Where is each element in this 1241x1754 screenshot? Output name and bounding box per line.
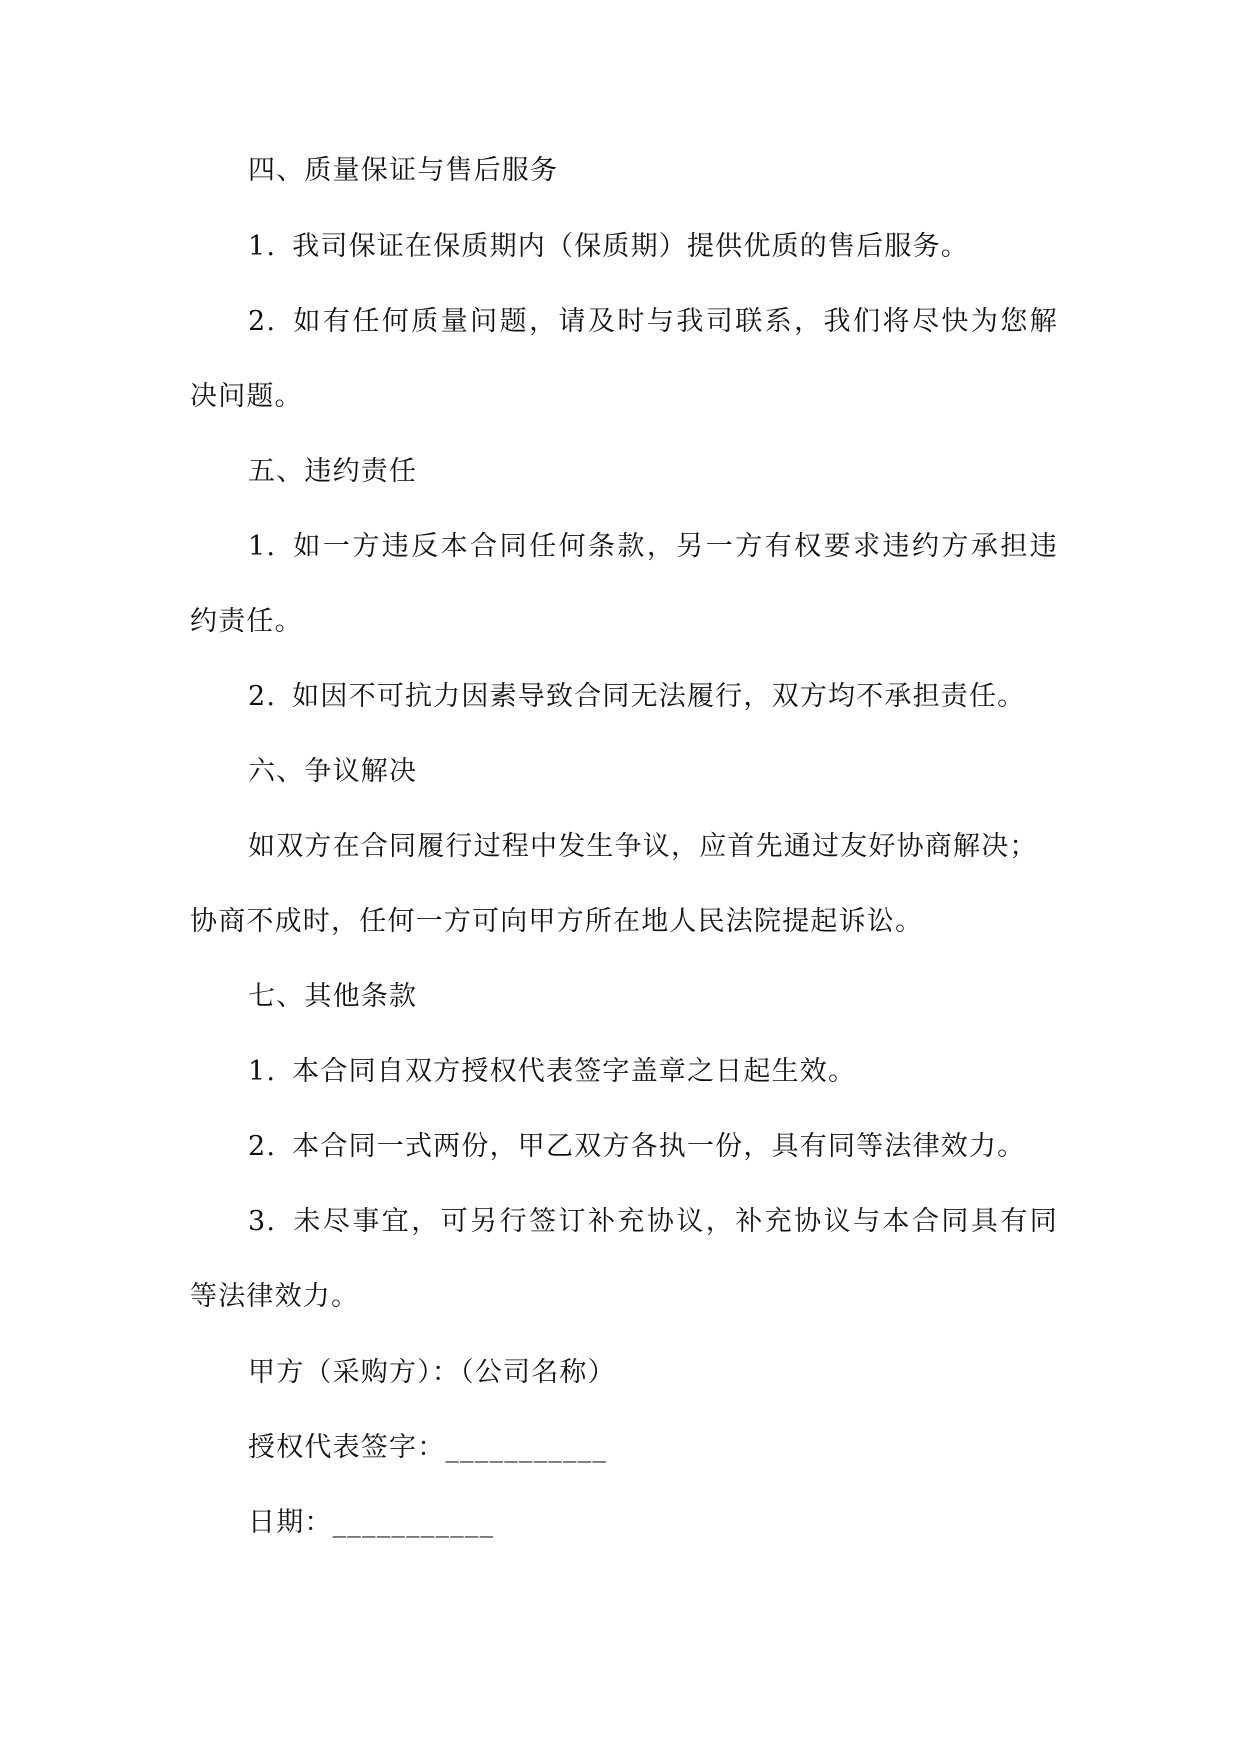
section-7-item-1 xyxy=(248,1055,856,1089)
section-4-item-2-line-1 xyxy=(248,305,1058,339)
item-number: 1. xyxy=(248,1056,277,1087)
section-7-item-2 xyxy=(248,1130,1025,1164)
item-text: 本合同自双方授权代表签字盖章之日起生效。 xyxy=(292,1056,857,1087)
section-6-heading: 六、争议解决 xyxy=(248,756,418,787)
section-4-heading: 四、质量保证与售后服务 xyxy=(248,155,559,186)
item-text: 如因不可抗力因素导致合同无法履行，双方均不承担责任。 xyxy=(292,681,1026,712)
item-number: 1. xyxy=(248,531,277,562)
section-4-item-2-line-2: 决问题。 xyxy=(190,381,303,412)
section-6-paragraph-line-2: 协商不成时，任何一方可向甲方所在地人民法院提起诉讼。 xyxy=(190,906,924,937)
item-number: 2. xyxy=(248,681,277,712)
section-5-item-2 xyxy=(248,680,1025,714)
section-7-heading: 七、其他条款 xyxy=(248,981,418,1012)
item-number: 2. xyxy=(248,306,277,337)
item-number: 2. xyxy=(248,1131,277,1162)
item-text: 如有任何质量问题，请及时与我司联系，我们将尽快为您解 xyxy=(292,306,1058,337)
item-number: 1. xyxy=(248,231,277,262)
section-6-paragraph-line-1: 如双方在合同履行过程中发生争议，应首先通过友好协商解决； xyxy=(248,831,1038,862)
section-7-item-3-line-2: 等法律效力。 xyxy=(190,1281,360,1312)
party-a-label: 甲方（采购方）：（公司名称） xyxy=(248,1357,616,1388)
section-5-item-1-line-1 xyxy=(248,530,1058,564)
date-line: 日期：___________ xyxy=(248,1507,495,1538)
section-4-item-1 xyxy=(248,230,969,264)
item-text: 未尽事宜，可另行签订补充协议，补充协议与本合同具有同 xyxy=(292,1206,1058,1237)
section-5-heading: 五、违约责任 xyxy=(248,456,418,487)
item-number: 3. xyxy=(248,1206,277,1237)
section-7-item-3-line-1 xyxy=(248,1205,1058,1239)
section-5-item-1-line-2: 约责任。 xyxy=(190,606,303,637)
representative-signature-line: 授权代表签字：___________ xyxy=(248,1432,608,1463)
item-text: 如一方违反本合同任何条款，另一方有权要求违约方承担违 xyxy=(292,531,1058,562)
item-text: 我司保证在保质期内（保质期）提供优质的售后服务。 xyxy=(292,231,969,262)
item-text: 本合同一式两份，甲乙双方各执一份，具有同等法律效力。 xyxy=(292,1131,1026,1162)
